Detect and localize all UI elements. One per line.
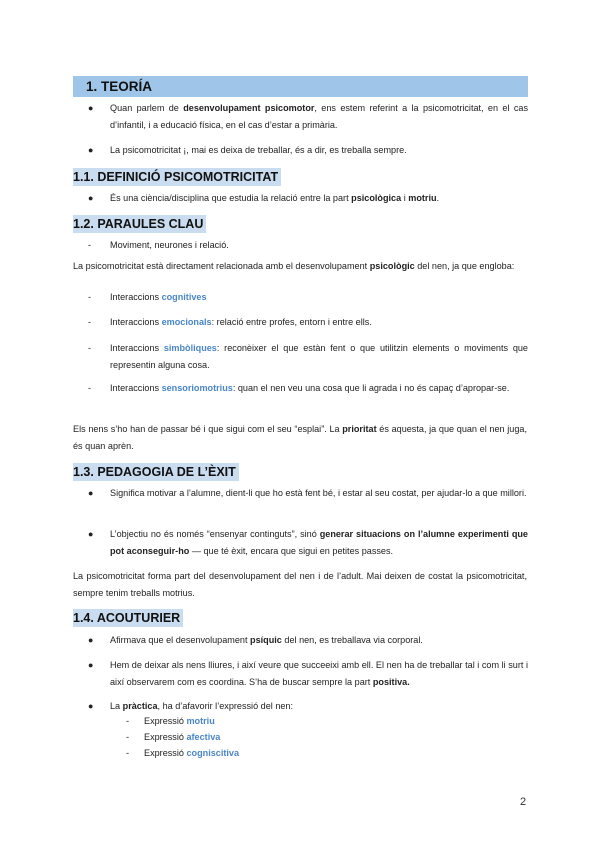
dash-icon: - <box>126 732 130 742</box>
heading-teoria: 1. TEORÍA <box>73 76 528 97</box>
bullet-icon: ● <box>88 635 94 645</box>
bullet-icon: ● <box>88 529 94 539</box>
bullet-icon: ● <box>88 701 94 711</box>
dash-icon: - <box>88 383 92 393</box>
bullet-treballa-sempre: ● La psicomotricitat ¡, mai es deixa de treballar, és a dir, es treballa sempre. <box>88 142 528 159</box>
page-number: 2 <box>520 796 527 808</box>
bullet-icon: ● <box>88 145 94 155</box>
bullet-ciencia: ● És una ciència/disciplina que estudia la relació entre la part psicològica i motriu. <box>88 190 528 207</box>
heading-paraules-clau: 1.2. PARAULES CLAU <box>73 215 206 233</box>
dash-simboliques: - Interaccions simbòliques: reconèixer el que estàn fent o que utilitzin elements o moviments que representin alguna cosa. <box>88 340 528 374</box>
heading-acouturier: 1.4. ACOUTURIER <box>73 609 183 627</box>
dash-icon: - <box>88 343 92 353</box>
sub-dash-cogniscitiva: - Expressió cogniscitiva <box>126 745 239 762</box>
heading-definicio: 1.1. DEFINICIÓ PSICOMOTRICITAT <box>73 168 281 186</box>
dash-emocionals: - Interaccions emocionals: relació entre profes, entorn i entre ells. <box>88 314 528 331</box>
bullet-afirmava: ● Afirmava que el desenvolupament psíquic del nen, es treballava via corporal. <box>88 632 528 649</box>
bullet-nens-lliures: ● Hem de deixar als nens lliures, i així veure que succeeixi amb ell. El nen ha de treballar tal i com li surt i així observarem com es coordina. S’ha de buscar sempre la part positiva. <box>88 657 528 691</box>
bullet-desenvolupament: ● Quan parlem de desenvolupament psicomotor, ens estem referint a la psicomotricitat, en el cas d’infantil, i a educació física, en el cas d’estar a primària. <box>88 100 528 134</box>
bullet-objectiu: ● L’objectiu no és només “ensenyar continguts”, sinó generar situacions on l’alumne experimenti que pot aconseguir-ho — que té èxit, encara que sigui en petites passes. <box>88 526 528 560</box>
paragraph-engloba: La psicomotricitat està directament relacionada amb el desenvolupament psicològic del nen, ja que engloba: <box>73 261 515 271</box>
dash-sensoriomotrius: - Interaccions sensoriomotrius: quan el nen veu una cosa que li agrada i no és capaç d’apropar-se. <box>88 380 528 397</box>
bullet-icon: ● <box>88 488 94 498</box>
paragraph-desenvolupament-adult: La psicomotricitat forma part del desenvolupament del nen i de l’adult. Mai deixen de costat la psicomotricitat, sempre tenim treballs motrius. <box>73 571 527 598</box>
sub-dash-motriu: - Expressió motriu <box>126 713 215 730</box>
bullet-practica: ● La pràctica, ha d’afavorir l’expressió del nen: <box>88 698 528 715</box>
bullet-icon: ● <box>88 193 94 203</box>
heading-pedagogia-exit: 1.3. PEDAGOGIA DE L’ÈXIT <box>73 463 239 481</box>
dash-icon: - <box>88 240 92 250</box>
dash-icon: - <box>126 716 130 726</box>
dash-icon: - <box>126 748 130 758</box>
dash-cognitives: - Interaccions cognitives <box>88 289 528 306</box>
bullet-motivar: ● Significa motivar a l’alumne, dient-li que ho està fent bé, i estar al seu costat, per ajudar-lo a que millori. <box>88 485 528 502</box>
bullet-icon: ● <box>88 103 94 113</box>
paragraph-esplai: Els nens s’ho han de passar bé i que sigui com el seu “esplai”. La prioritat és aquesta, ja que quan el nen juga, és quan aprèn. <box>73 424 528 451</box>
bullet-icon: ● <box>88 660 94 670</box>
sub-dash-afectiva: - Expressió afectiva <box>126 729 220 746</box>
dash-moviment: - Moviment, neurones i relació. <box>88 237 528 254</box>
dash-icon: - <box>88 317 92 327</box>
dash-icon: - <box>88 292 92 302</box>
